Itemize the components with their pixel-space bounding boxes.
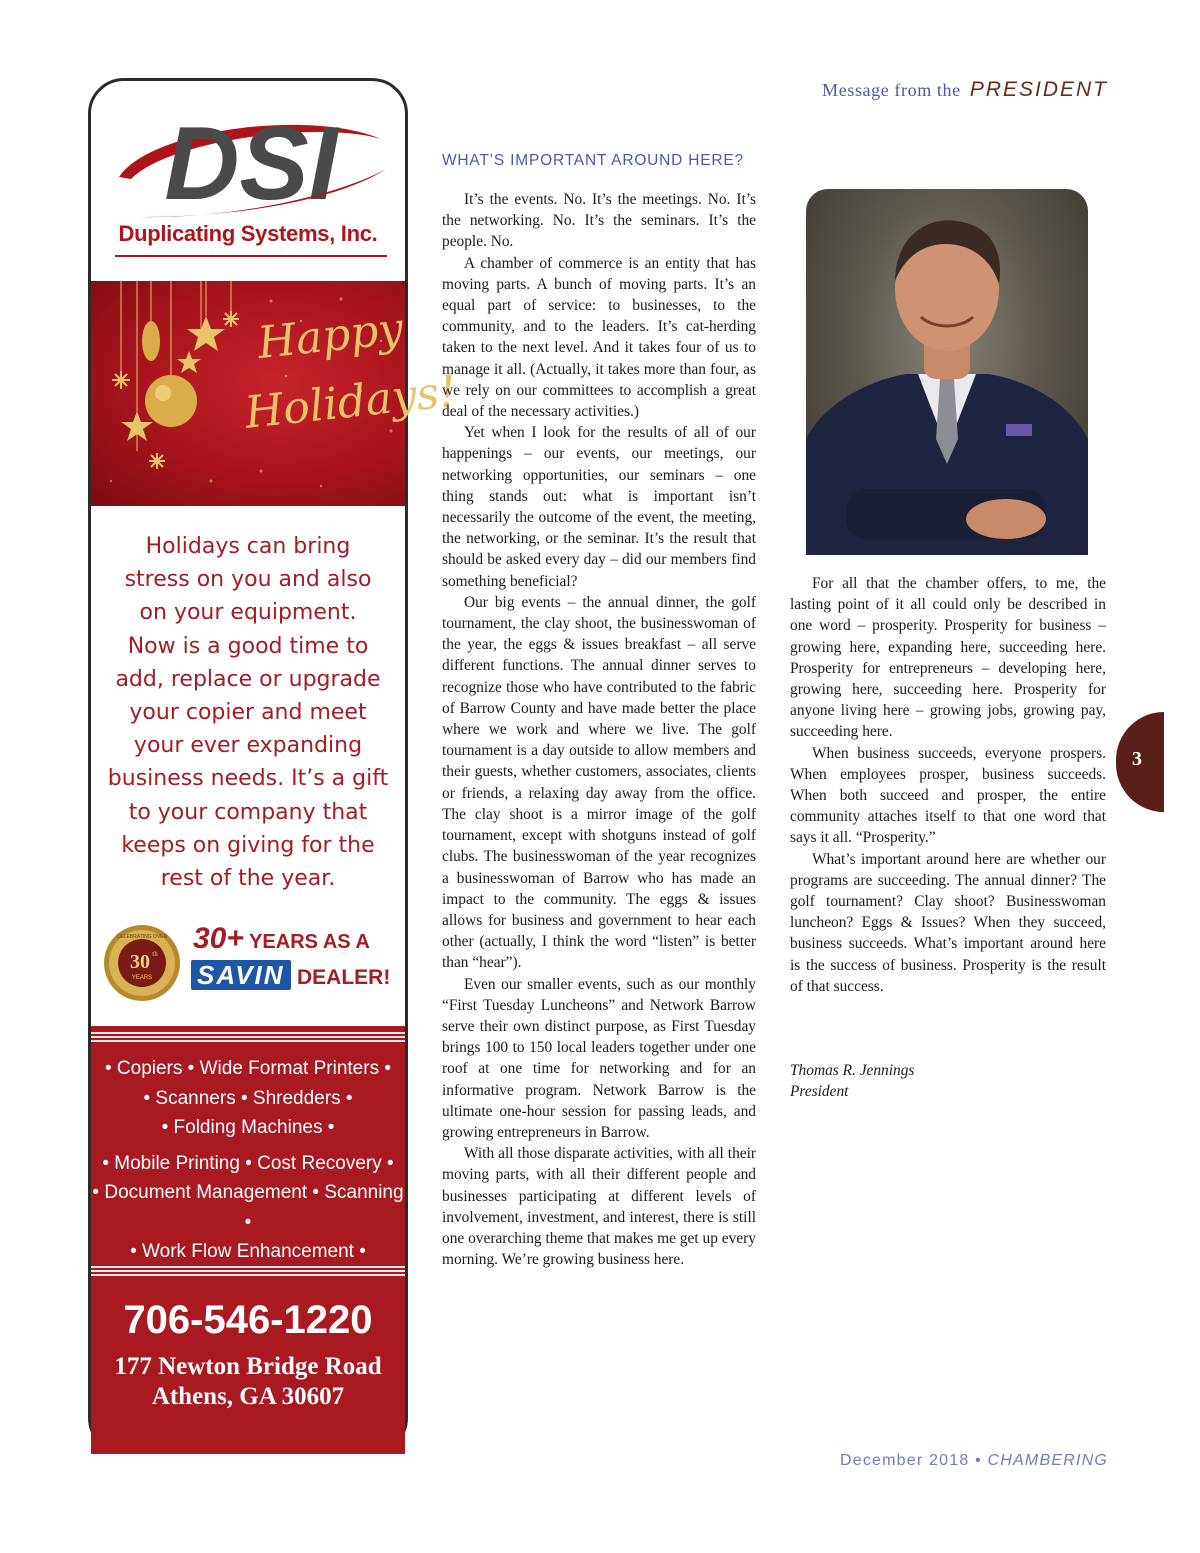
address-line-2: Athens, GA 30607 xyxy=(151,1383,345,1410)
years-number: 30+ xyxy=(193,922,244,955)
dsi-advertisement xyxy=(88,78,460,1454)
article-paragraph: What’s important around here are whether our programs are succeeding. The annual dinner? The golf tournament? Clay shoot? Businesswoman luncheon? Eggs & Issues? When they succeed, business succeeds. What’s important around here is the success of business. Prosperity is the result of that success. xyxy=(790,850,1106,995)
savin-dealer-block xyxy=(91,916,405,1016)
article-paragraph: It’s the events. No. It’s the meetings. No. It’s the networking. No. It’s the seminars. It’s the people. No. xyxy=(442,191,756,251)
years-headline xyxy=(193,922,370,956)
running-header-prefix: Message from the xyxy=(822,80,961,100)
footer-date: December 2018 xyxy=(839,1452,970,1469)
dsi-logo-area xyxy=(91,81,405,281)
running-header-section: PRESIDENT xyxy=(969,78,1108,101)
years-text: YEARS AS A xyxy=(249,931,370,953)
svg-text:CELEBRATING OVER: CELEBRATING OVER xyxy=(116,934,168,940)
savin-line xyxy=(191,960,390,990)
page-number-tab xyxy=(1116,712,1164,812)
holiday-greeting xyxy=(234,290,460,447)
article-paragraph: Our big events – the annual dinner, the golf tournament, the clay shoot, the businesswoman of the year, the eggs & issues breakfast – all serve different functions. The annual dinner serves to recognize those who have contributed to the fabric of Barrow County and have made better the place where we work and where we live. The golf tournament is a day outside to allow members and their guests, whether customers, associates, clients or friends, a relaxing day away from the office. The clay shoot is a mirror image of the golf tournament, except with shotguns instead of golf clubs. The businesswoman of the year recognizes a businesswoman of Barrow who has made an impact to the community. The eggs & issues allows for business and government to hear each other (actually, I think the word “listen” is better than “hear”). xyxy=(442,593,756,972)
phone-number: 706-546-1220 xyxy=(123,1298,373,1342)
ad-copy-line: keeps on giving for the xyxy=(121,832,375,858)
service-line: • Work Flow Enhancement • xyxy=(130,1241,366,1262)
portrait-illustration xyxy=(806,189,1088,555)
article-column-1 xyxy=(442,189,756,1270)
president-portrait xyxy=(806,189,1088,555)
service-line: • Document Management • Scanning • xyxy=(92,1182,404,1233)
stripe-divider xyxy=(91,1032,405,1044)
signature-title: President xyxy=(790,1083,849,1101)
signature-name: Thomas R. Jennings xyxy=(790,1062,915,1079)
dsi-logo-text: DSI xyxy=(164,106,338,222)
article-paragraph: A chamber of commerce is an entity that has moving parts. A bunch of moving parts. It’s an equal part of service: to businesses, to the community, and to the leaders. It’s cat-herding taken to the next level. And it takes four of us to manage it all. (Actually, it takes more than four, as we rely on our committees to accomplish a great deal of the necessary activities.) xyxy=(442,254,756,421)
address-line-1: 177 Newton Bridge Road xyxy=(114,1353,382,1380)
dsi-logo xyxy=(111,99,391,229)
company-rule xyxy=(115,255,387,257)
article-paragraph: Yet when I look for the results of all of our happenings – our events, our meetings, our networking opportunities, our seminars – one thing stands out: what is important isn’t necessarily the outcome of the event, the meeting, the networking, or the seminar. It’s the result that should be asked every day – did our members find something beneficial? xyxy=(442,424,756,590)
ad-copy-line: rest of the year. xyxy=(160,866,336,892)
svg-text:YEARS: YEARS xyxy=(131,975,153,981)
holiday-banner xyxy=(91,281,460,506)
ad-copy-line: add, replace or upgrade xyxy=(115,666,381,692)
ad-copy-line: Now is a good time to xyxy=(127,633,369,659)
article-paragraph: For all that the chamber offers, to me, the lasting point of it all could only be described in one word – prosperity. Prosperity for business – growing here, expanding here, succeeding here. Prosperity for entrepreneurs – developing here, growing here, succeeding here. Prosperity for anyone living here – growing jobs, growing pay, succeeding here. xyxy=(790,575,1106,741)
holiday-line-1: Happy xyxy=(255,303,406,370)
stripe-divider xyxy=(91,1266,405,1278)
svg-text:th: th xyxy=(152,950,158,958)
running-header xyxy=(822,78,1108,102)
services-panel xyxy=(91,1026,405,1454)
ad-copy-line: stress on you and also xyxy=(124,567,372,593)
svg-text:30: 30 xyxy=(130,951,150,973)
service-line: • Folding Machines • xyxy=(161,1117,335,1138)
ad-copy-line: on your equipment. xyxy=(139,600,357,626)
ad-copy xyxy=(91,506,405,895)
footer-separator: • xyxy=(975,1452,982,1469)
ad-copy-line: Holidays can bring xyxy=(145,534,351,559)
article-paragraph: When business succeeds, everyone prospers. When employees prosper, business succeeds. When both succeed and prosper, the entire community attaches itself to that one word that says it all. “Prosperity.” xyxy=(790,744,1106,847)
service-line: • Mobile Printing • Cost Recovery • xyxy=(102,1152,394,1174)
ad-copy-line: your copier and meet xyxy=(129,700,367,726)
ad-copy-line: business needs. It’s a gift xyxy=(107,766,389,792)
article-title: WHAT’S IMPORTANT AROUND HERE? xyxy=(442,152,744,169)
service-line: • Scanners • Shredders • xyxy=(143,1087,353,1109)
page-footer xyxy=(840,1452,1108,1470)
page-number: 3 xyxy=(1132,748,1142,770)
footer-magazine: CHAMBERING xyxy=(987,1452,1108,1469)
address xyxy=(91,1352,405,1412)
ad-copy-line: to your company that xyxy=(128,799,368,825)
article-paragraph: Even our smaller events, such as our monthly “First Tuesday Luncheons” and Network Barrow serve their own distinct purpose, as First Tuesday brings 100 to 150 local leaders together under one roof at one time for networking and for an informative program. Network Barrow is the ultimate one-hour session for passing leads, and growing entrepreneurs in Barrow. xyxy=(442,975,756,1141)
article-column-2 xyxy=(790,573,1106,997)
article-paragraph: With all those disparate activities, with all their moving parts, with all their different people and businesses participating at different levels of involvement, investment, and interest, there is still one overarching theme that makes me get up every morning. We’re growing business here. xyxy=(442,1145,756,1269)
savin-logo: SAVIN xyxy=(191,960,291,990)
services-list xyxy=(91,1054,405,1267)
signature xyxy=(790,1060,914,1102)
dealer-text: DEALER! xyxy=(296,966,391,989)
ad-copy-line: your ever expanding xyxy=(133,733,363,759)
holiday-line-2: Holidays! xyxy=(242,365,460,439)
anniversary-seal-icon xyxy=(103,924,181,1002)
service-line: • Copiers • Wide Format Printers • xyxy=(104,1058,392,1079)
company-name: Duplicating Systems, Inc. xyxy=(118,221,378,246)
